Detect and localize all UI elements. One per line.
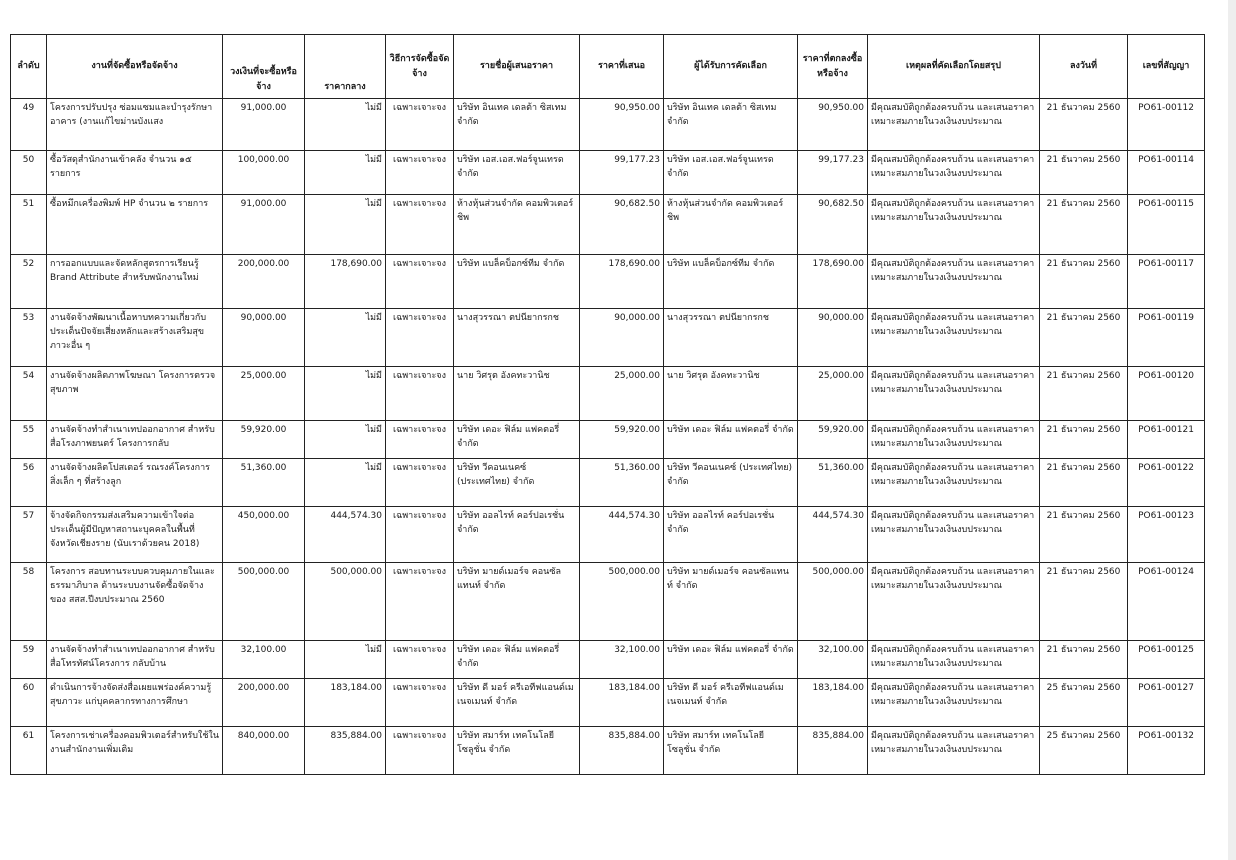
cell-selected: บริษัท ออลไรท์ คอร์ปอเรชั่น จำกัด xyxy=(664,507,798,563)
header-contract: เลขที่สัญญา xyxy=(1128,35,1205,99)
cell-method: เฉพาะเจาะจง xyxy=(386,421,454,459)
cell-selected: บริษัท สมาร์ท เทคโนโลยี โซลูชั่น จำกัด xyxy=(664,727,798,775)
header-bidders: รายชื่อผู้เสนอราคา xyxy=(454,35,580,99)
cell-median: 444,574.30 xyxy=(305,507,386,563)
cell-selected: นางสุวรรณา ตปนียากรกช xyxy=(664,309,798,367)
cell-reason: มีคุณสมบัติถูกต้องครบถ้วน และเสนอราคาเหมาะสมภายในวงเงินงบประมาณ xyxy=(868,563,1040,641)
cell-median: 835,884.00 xyxy=(305,727,386,775)
cell-median: ไม่มี xyxy=(305,99,386,151)
cell-method: เฉพาะเจาะจง xyxy=(386,255,454,309)
header-work: งานที่จัดซื้อหรือจัดจ้าง xyxy=(47,35,223,99)
cell-seq: 50 xyxy=(11,151,47,195)
cell-method: เฉพาะเจาะจง xyxy=(386,195,454,255)
cell-method: เฉพาะเจาะจง xyxy=(386,309,454,367)
cell-bid-price: 59,920.00 xyxy=(580,421,664,459)
cell-reason: มีคุณสมบัติถูกต้องครบถ้วน และเสนอราคาเหมาะสมภายในวงเงินงบประมาณ xyxy=(868,255,1040,309)
cell-reason: มีคุณสมบัติถูกต้องครบถ้วน และเสนอราคาเหมาะสมภายในวงเงินงบประมาณ xyxy=(868,459,1040,507)
cell-date: 21 ธันวาคม 2560 xyxy=(1040,641,1128,679)
cell-bid-price: 90,950.00 xyxy=(580,99,664,151)
cell-seq: 59 xyxy=(11,641,47,679)
cell-seq: 52 xyxy=(11,255,47,309)
cell-bidder: บริษัท สมาร์ท เทคโนโลยี โซลูชั่น จำกัด xyxy=(454,727,580,775)
cell-agreed: 90,682.50 xyxy=(798,195,868,255)
cell-median: 183,184.00 xyxy=(305,679,386,727)
table-row xyxy=(11,641,1205,679)
cell-contract: PO61-00121 xyxy=(1128,421,1205,459)
header-row xyxy=(11,35,1205,99)
cell-bidder: บริษัท มายด์เมอร์จ คอนซัลแทนท์ จำกัด xyxy=(454,563,580,641)
cell-bid-price: 444,574.30 xyxy=(580,507,664,563)
header-selected: ผู้ได้รับการคัดเลือก xyxy=(664,35,798,99)
cell-bidder: บริษัท วีคอนเนคซ์ (ประเทศไทย) จำกัด xyxy=(454,459,580,507)
cell-bidder: นาย วิศรุต อังคทะวานิช xyxy=(454,367,580,421)
cell-seq: 56 xyxy=(11,459,47,507)
cell-contract: PO61-00119 xyxy=(1128,309,1205,367)
cell-seq: 57 xyxy=(11,507,47,563)
cell-method: เฉพาะเจาะจง xyxy=(386,459,454,507)
cell-method: เฉพาะเจาะจง xyxy=(386,727,454,775)
cell-seq: 61 xyxy=(11,727,47,775)
cell-bidder: บริษัท ดี มอร์ ครีเอทีฟแอนด์เมเนจเมนท์ จำกัด xyxy=(454,679,580,727)
cell-contract: PO61-00124 xyxy=(1128,563,1205,641)
cell-bid-price: 90,000.00 xyxy=(580,309,664,367)
cell-contract: PO61-00114 xyxy=(1128,151,1205,195)
cell-bidder: บริษัท ออลไรท์ คอร์ปอเรชั่น จำกัด xyxy=(454,507,580,563)
cell-selected: บริษัท เดอะ ฟิล์ม แฟคตอรี่ จำกัด xyxy=(664,641,798,679)
cell-seq: 51 xyxy=(11,195,47,255)
cell-date: 21 ธันวาคม 2560 xyxy=(1040,195,1128,255)
cell-agreed: 32,100.00 xyxy=(798,641,868,679)
table-row xyxy=(11,459,1205,507)
cell-method: เฉพาะเจาะจง xyxy=(386,641,454,679)
cell-selected: บริษัท เดอะ ฟิล์ม แฟคตอรี่ จำกัด xyxy=(664,421,798,459)
cell-reason: มีคุณสมบัติถูกต้องครบถ้วน และเสนอราคาเหมาะสมภายในวงเงินงบประมาณ xyxy=(868,679,1040,727)
cell-reason: มีคุณสมบัติถูกต้องครบถ้วน และเสนอราคาเหมาะสมภายในวงเงินงบประมาณ xyxy=(868,99,1040,151)
procurement-table xyxy=(10,34,1205,775)
cell-bidder: บริษัท เอส.เอส.ฟอร์จูนเทรด จำกัด xyxy=(454,151,580,195)
cell-date: 21 ธันวาคม 2560 xyxy=(1040,459,1128,507)
cell-reason: มีคุณสมบัติถูกต้องครบถ้วน และเสนอราคาเหมาะสมภายในวงเงินงบประมาณ xyxy=(868,727,1040,775)
cell-date: 21 ธันวาคม 2560 xyxy=(1040,151,1128,195)
cell-budget: 200,000.00 xyxy=(223,255,305,309)
cell-selected: บริษัท แบล็คบ็อกซ์ทีม จำกัด xyxy=(664,255,798,309)
cell-selected: บริษัท วีคอนเนคซ์ (ประเทศไทย) จำกัด xyxy=(664,459,798,507)
table-row xyxy=(11,563,1205,641)
cell-bidder: ห้างหุ้นส่วนจำกัด คอมพิวเตอร์ ชิพ xyxy=(454,195,580,255)
cell-bidder: บริษัท อินเทค เดลต้า ซิสเทม จำกัด xyxy=(454,99,580,151)
cell-contract: PO61-00125 xyxy=(1128,641,1205,679)
cell-date: 21 ธันวาคม 2560 xyxy=(1040,507,1128,563)
cell-median: 178,690.00 xyxy=(305,255,386,309)
cell-date: 21 ธันวาคม 2560 xyxy=(1040,309,1128,367)
cell-work: งานจัดจ้างทำสำเนาเทปออกอากาศ สำหรับสื่อโรงภาพยนตร์ โครงการกลับ xyxy=(47,421,223,459)
cell-budget: 59,920.00 xyxy=(223,421,305,459)
cell-bidder: บริษัท แบล็คบ็อกซ์ทีม จำกัด xyxy=(454,255,580,309)
cell-median: ไม่มี xyxy=(305,195,386,255)
table-row xyxy=(11,367,1205,421)
table-row xyxy=(11,99,1205,151)
cell-agreed: 444,574.30 xyxy=(798,507,868,563)
cell-date: 25 ธันวาคม 2560 xyxy=(1040,679,1128,727)
header-date: ลงวันที่ xyxy=(1040,35,1128,99)
cell-work: ดำเนินการจ้างจัดส่งสื่อเผยแพร่องค์ความรู้สุขภาวะ แก่บุคคลากรทางการศึกษา xyxy=(47,679,223,727)
cell-selected: บริษัท เอส.เอส.ฟอร์จูนเทรด จำกัด xyxy=(664,151,798,195)
cell-work: โครงการเช่าเครื่องคอมพิวเตอร์สำหรับใช้ในงานสำนักงานเพิ่มเติม xyxy=(47,727,223,775)
cell-date: 21 ธันวาคม 2560 xyxy=(1040,421,1128,459)
cell-median: 500,000.00 xyxy=(305,563,386,641)
cell-work: งานจัดจ้างทำสำเนาเทปออกอากาศ สำหรับสื่อโทรทัศน์โครงการ กลับบ้าน xyxy=(47,641,223,679)
cell-bid-price: 183,184.00 xyxy=(580,679,664,727)
cell-agreed: 500,000.00 xyxy=(798,563,868,641)
cell-budget: 51,360.00 xyxy=(223,459,305,507)
cell-seq: 53 xyxy=(11,309,47,367)
table-row xyxy=(11,255,1205,309)
cell-agreed: 835,884.00 xyxy=(798,727,868,775)
header-seq: ลำดับ xyxy=(11,35,47,99)
cell-contract: PO61-00132 xyxy=(1128,727,1205,775)
cell-work: งานจัดจ้างผลิตภาพโฆษณา โครงการตรวจสุขภาพ xyxy=(47,367,223,421)
cell-work: ซื้อวัสดุสำนักงานเข้าคลัง จำนวน ๑๕ รายการ xyxy=(47,151,223,195)
cell-reason: มีคุณสมบัติถูกต้องครบถ้วน และเสนอราคาเหมาะสมภายในวงเงินงบประมาณ xyxy=(868,195,1040,255)
header-agreed: ราคาที่ตกลงซื้อหรือจ้าง xyxy=(798,35,868,99)
header-method: วิธีการจัดซื้อจัดจ้าง xyxy=(386,35,454,99)
cell-median: ไม่มี xyxy=(305,367,386,421)
cell-budget: 91,000.00 xyxy=(223,99,305,151)
cell-selected: บริษัท ดี มอร์ ครีเอทีฟแอนด์เมเนจเมนท์ จำกัด xyxy=(664,679,798,727)
cell-agreed: 183,184.00 xyxy=(798,679,868,727)
cell-budget: 200,000.00 xyxy=(223,679,305,727)
cell-date: 21 ธันวาคม 2560 xyxy=(1040,367,1128,421)
cell-median: ไม่มี xyxy=(305,459,386,507)
cell-median: ไม่มี xyxy=(305,151,386,195)
cell-reason: มีคุณสมบัติถูกต้องครบถ้วน และเสนอราคาเหมาะสมภายในวงเงินงบประมาณ xyxy=(868,151,1040,195)
cell-selected: บริษัท อินเทค เดลต้า ซิสเทม จำกัด xyxy=(664,99,798,151)
cell-agreed: 51,360.00 xyxy=(798,459,868,507)
cell-bid-price: 90,682.50 xyxy=(580,195,664,255)
cell-bid-price: 835,884.00 xyxy=(580,727,664,775)
cell-reason: มีคุณสมบัติถูกต้องครบถ้วน และเสนอราคาเหมาะสมภายในวงเงินงบประมาณ xyxy=(868,367,1040,421)
cell-work: ซื้อหมึกเครื่องพิมพ์ HP จำนวน ๒ รายการ xyxy=(47,195,223,255)
cell-reason: มีคุณสมบัติถูกต้องครบถ้วน และเสนอราคาเหมาะสมภายในวงเงินงบประมาณ xyxy=(868,309,1040,367)
cell-seq: 54 xyxy=(11,367,47,421)
cell-seq: 58 xyxy=(11,563,47,641)
cell-agreed: 99,177.23 xyxy=(798,151,868,195)
cell-contract: PO61-00122 xyxy=(1128,459,1205,507)
header-budget: วงเงินที่จะซื้อหรือจ้าง xyxy=(223,35,305,99)
cell-work: จ้างจัดกิจกรรมส่งเสริมความเข้าใจต่อประเด็นผู้มีปัญหาสถานะบุคคลในพื้นที่จังหวัดเชียงราย (นับเราด้วยคน 2018) xyxy=(47,507,223,563)
table-row xyxy=(11,151,1205,195)
cell-budget: 450,000.00 xyxy=(223,507,305,563)
cell-selected: นาย วิศรุต อังคทะวานิช xyxy=(664,367,798,421)
cell-date: 21 ธันวาคม 2560 xyxy=(1040,255,1128,309)
cell-date: 25 ธันวาคม 2560 xyxy=(1040,727,1128,775)
table-row xyxy=(11,679,1205,727)
cell-bidder: บริษัท เดอะ ฟิล์ม แฟคตอรี่ จำกัด xyxy=(454,641,580,679)
cell-seq: 55 xyxy=(11,421,47,459)
cell-work: โครงการปรับปรุง ซ่อมแซมและบำรุงรักษาอาคาร (งานแก้ไขม่านบังแสง xyxy=(47,99,223,151)
header-median: ราคากลาง xyxy=(305,35,386,99)
cell-median: ไม่มี xyxy=(305,309,386,367)
cell-bidder: บริษัท เดอะ ฟิล์ม แฟคตอรี่ จำกัด xyxy=(454,421,580,459)
cell-reason: มีคุณสมบัติถูกต้องครบถ้วน และเสนอราคาเหมาะสมภายในวงเงินงบประมาณ xyxy=(868,641,1040,679)
cell-seq: 49 xyxy=(11,99,47,151)
cell-agreed: 90,000.00 xyxy=(798,309,868,367)
cell-budget: 25,000.00 xyxy=(223,367,305,421)
vertical-scrollbar[interactable] xyxy=(1228,0,1236,860)
cell-work: การออกแบบและจัดหลักสูตรการเรียนรู้ Brand Attribute สำหรับพนักงานใหม่ xyxy=(47,255,223,309)
cell-median: ไม่มี xyxy=(305,421,386,459)
cell-budget: 90,000.00 xyxy=(223,309,305,367)
cell-contract: PO61-00117 xyxy=(1128,255,1205,309)
cell-reason: มีคุณสมบัติถูกต้องครบถ้วน และเสนอราคาเหมาะสมภายในวงเงินงบประมาณ xyxy=(868,507,1040,563)
cell-work: งานจัดจ้างผลิตโปสเตอร์ รณรงค์โครงการสิ่งเล็ก ๆ ที่สร้างลูก xyxy=(47,459,223,507)
cell-contract: PO61-00112 xyxy=(1128,99,1205,151)
cell-date: 21 ธันวาคม 2560 xyxy=(1040,563,1128,641)
cell-bid-price: 51,360.00 xyxy=(580,459,664,507)
cell-bid-price: 25,000.00 xyxy=(580,367,664,421)
cell-selected: ห้างหุ้นส่วนจำกัด คอมพิวเตอร์ ชิพ xyxy=(664,195,798,255)
cell-method: เฉพาะเจาะจง xyxy=(386,151,454,195)
cell-bid-price: 32,100.00 xyxy=(580,641,664,679)
cell-budget: 500,000.00 xyxy=(223,563,305,641)
cell-budget: 100,000.00 xyxy=(223,151,305,195)
cell-budget: 91,000.00 xyxy=(223,195,305,255)
cell-agreed: 178,690.00 xyxy=(798,255,868,309)
cell-bid-price: 99,177.23 xyxy=(580,151,664,195)
header-bid-price: ราคาที่เสนอ xyxy=(580,35,664,99)
cell-budget: 32,100.00 xyxy=(223,641,305,679)
cell-budget: 840,000.00 xyxy=(223,727,305,775)
cell-contract: PO61-00123 xyxy=(1128,507,1205,563)
table-row xyxy=(11,195,1205,255)
cell-contract: PO61-00115 xyxy=(1128,195,1205,255)
cell-method: เฉพาะเจาะจง xyxy=(386,367,454,421)
cell-bidder: นางสุวรรณา ตปนียากรกช xyxy=(454,309,580,367)
cell-bid-price: 500,000.00 xyxy=(580,563,664,641)
table-row xyxy=(11,727,1205,775)
cell-agreed: 59,920.00 xyxy=(798,421,868,459)
cell-selected: บริษัท มายด์เมอร์จ คอนซัลแทนท์ จำกัด xyxy=(664,563,798,641)
header-reason: เหตุผลที่คัดเลือกโดยสรุป xyxy=(868,35,1040,99)
cell-work: โครงการ สอบทานระบบควบคุมภายในและธรรมาภิบาล ด้านระบบงานจัดซื้อจัดจ้าง ของ สสส.ปีงบประมาณ 2560 xyxy=(47,563,223,641)
cell-reason: มีคุณสมบัติถูกต้องครบถ้วน และเสนอราคาเหมาะสมภายในวงเงินงบประมาณ xyxy=(868,421,1040,459)
cell-contract: PO61-00127 xyxy=(1128,679,1205,727)
cell-work: งานจัดจ้างพัฒนาเนื้อหาบทความเกี่ยวกับประเด็นปัจจัยเสี่ยงหลักและสร้างเสริมสุขภาวะอื่น ๆ xyxy=(47,309,223,367)
cell-method: เฉพาะเจาะจง xyxy=(386,563,454,641)
cell-date: 21 ธันวาคม 2560 xyxy=(1040,99,1128,151)
cell-agreed: 25,000.00 xyxy=(798,367,868,421)
cell-method: เฉพาะเจาะจง xyxy=(386,679,454,727)
cell-method: เฉพาะเจาะจง xyxy=(386,507,454,563)
cell-method: เฉพาะเจาะจง xyxy=(386,99,454,151)
cell-bid-price: 178,690.00 xyxy=(580,255,664,309)
table-row xyxy=(11,309,1205,367)
cell-median: ไม่มี xyxy=(305,641,386,679)
cell-contract: PO61-00120 xyxy=(1128,367,1205,421)
cell-seq: 60 xyxy=(11,679,47,727)
table-row xyxy=(11,421,1205,459)
table-row xyxy=(11,507,1205,563)
cell-agreed: 90,950.00 xyxy=(798,99,868,151)
